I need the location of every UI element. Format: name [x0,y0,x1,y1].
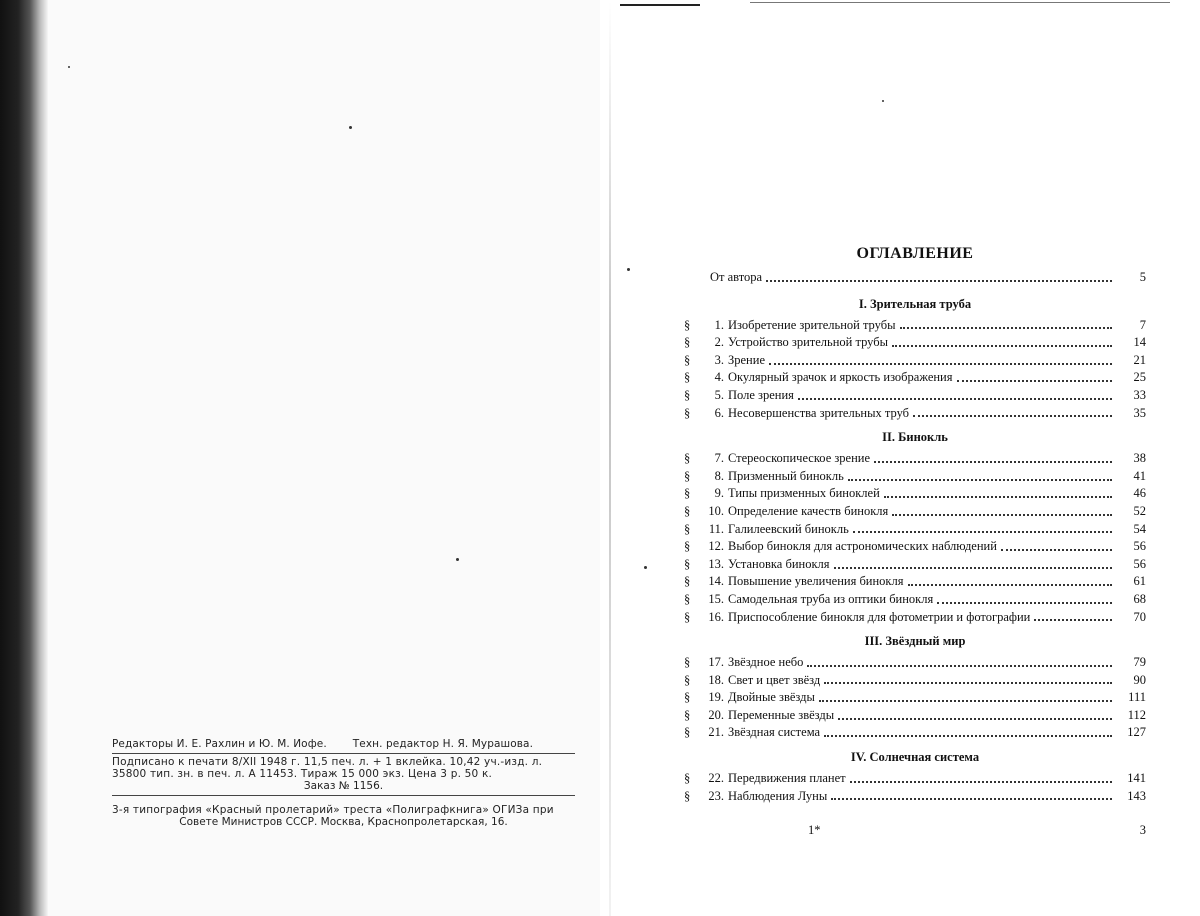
imprint-printer-1: 3-я типография «Красный пролетарий» треста «Полиграфкнига» ОГИЗа при [112,804,554,816]
toc-item[interactable] [684,450,1146,468]
toc-item-title: Стереоскопическое зрение [728,451,871,466]
toc-item[interactable] [684,503,1146,521]
dot-leader [824,682,1112,684]
toc-item-number: 10. [708,503,724,518]
section-sign: § [684,725,691,740]
book-binding-edge [0,0,48,916]
print-speck [349,126,352,129]
toc-item[interactable] [684,468,1146,486]
toc-item-page: 25 [1133,370,1146,385]
toc-item-title: От автора [710,270,763,284]
toc-item-page: 61 [1133,574,1146,589]
imprint-print-info-2: 35800 тип. зн. в печ. л. А 11453. Тираж 15 000 экз. Цена 3 р. 50 к. [112,768,493,780]
section-sign: § [684,503,691,518]
toc-item[interactable] [684,334,1146,352]
toc-item-title: Определение качеств бинокля [728,503,889,518]
toc-item-number: 21. [708,725,724,740]
toc-item-number: 17. [708,655,724,670]
section-sign: § [684,521,691,536]
dot-leader [892,345,1112,347]
toc-item[interactable] [684,405,1146,423]
toc-item-title: Галилеевский бинокль [728,521,849,536]
toc-preface[interactable] [684,269,1146,287]
toc-item-page: 5 [1139,270,1146,284]
toc-item-page: 46 [1133,486,1146,501]
toc-item[interactable] [684,724,1146,742]
dot-leader [957,380,1113,382]
toc-item[interactable] [684,538,1146,556]
section-sign: § [684,591,691,606]
toc-item-page: 112 [1127,707,1146,722]
dot-leader [798,398,1112,400]
toc-item[interactable] [684,369,1146,387]
toc-item[interactable] [684,654,1146,672]
toc-item-page: 111 [1128,690,1146,705]
toc-item-number: 13. [708,556,724,571]
page-footer [684,823,1146,838]
toc-item-number: 2. [714,335,724,350]
toc-part-heading: III. Звёздный мир [864,634,966,649]
dot-leader [807,665,1112,667]
section-sign: § [684,574,691,589]
toc-item-number: 7. [714,451,724,466]
section-sign: § [684,672,691,687]
toc-item-number: 6. [714,405,724,420]
toc-item-title: Окулярный зрачок и яркость изображения [728,370,953,385]
toc-item-title: Двойные звёзды [728,690,815,705]
imprint-editors-row [112,738,575,750]
toc-item-number: 1. [714,317,724,332]
section-sign: § [684,655,691,670]
toc-title: ОГЛАВЛЕНИЕ [856,245,974,262]
toc-item-number: 18. [708,672,724,687]
toc-item-page: 141 [1127,771,1146,786]
dot-leader [1001,549,1112,551]
toc-item[interactable] [684,689,1146,707]
toc-parts [684,295,1146,806]
toc-item-title: Самодельная труба из оптики бинокля [728,591,934,606]
section-sign: § [684,451,691,466]
dot-leader [834,567,1112,569]
toc-item-title: Устройство зрительной трубы [728,335,889,350]
toc-part-heading: I. Зрительная труба [858,296,972,311]
toc-item-title: Типы призменных биноклей [728,486,880,501]
dot-leader [831,798,1112,800]
toc-item-title: Приспособление бинокля для фотометрии и фотографии [728,609,1031,624]
dot-leader [913,415,1112,417]
toc-item-number: 8. [714,468,724,483]
toc-item[interactable] [684,573,1146,591]
section-sign: § [684,405,691,420]
section-sign: § [684,317,691,332]
toc-item-number: 12. [708,539,724,554]
toc-item[interactable] [684,387,1146,405]
page-gutter [609,0,611,916]
section-sign: § [684,609,691,624]
toc-item-number: 15. [708,591,724,606]
toc-item-page: 52 [1133,503,1146,518]
toc-item-page: 70 [1133,609,1146,624]
toc-item-number: 5. [714,387,724,402]
toc-item[interactable] [684,672,1146,690]
toc-item-page: 79 [1133,655,1146,670]
toc-item[interactable] [684,770,1146,788]
section-sign: § [684,352,691,367]
toc-item[interactable] [684,788,1146,806]
toc-item-number: 4. [714,370,724,385]
toc-item-title: Установка бинокля [728,556,830,571]
toc-item-title: Призменный бинокль [728,468,844,483]
dot-leader [884,496,1112,498]
dot-leader [937,602,1112,604]
imprint-rule [112,795,575,796]
dot-leader [769,363,1112,365]
toc-item-number: 23. [708,788,724,803]
section-sign: § [684,690,691,705]
toc-item-title: Звёздное небо [728,655,804,670]
toc-item-page: 56 [1133,556,1146,571]
toc-item-title: Наблюдения Луны [728,788,828,803]
dot-leader [1034,619,1112,621]
dot-leader [824,735,1112,737]
toc-part-heading: II. Бинокль [882,430,948,445]
toc-item-page: 33 [1133,387,1146,402]
toc-item-title: Звёздная система [728,725,821,740]
dot-leader [874,461,1112,463]
imprint-printer-2: Совете Министров СССР. Москва, Краснопролетарская, 16. [179,816,508,828]
top-edge-mark [620,4,700,6]
section-sign: § [684,539,691,554]
toc-item-title: Изобретение зрительной трубы [728,317,896,332]
section-sign: § [684,788,691,803]
top-edge-mark [750,2,1170,3]
print-speck [68,66,70,68]
page-number: 3 [1139,823,1146,838]
section-sign: § [684,370,691,385]
section-sign: § [684,468,691,483]
toc-item-number: 22. [708,771,724,786]
toc-item-title: Поле зрения [728,387,794,402]
table-of-contents [684,240,1146,838]
toc-item[interactable] [684,352,1146,370]
print-speck [882,100,884,102]
section-sign: § [684,387,691,402]
toc-item-page: 7 [1139,317,1146,332]
toc-item-number: 11. [708,521,724,536]
toc-item[interactable] [684,317,1146,335]
imprint-order: Заказ № 1156. [303,780,384,792]
signature-mark: 1* [808,823,821,838]
imprint-print-info-1: Подписано к печати 8/XII 1948 г. 11,5 печ. л. + 1 вклейка. 10,42 уч.-изд. л. [112,756,543,768]
toc-item-number: 20. [708,707,724,722]
section-sign: § [684,707,691,722]
toc-item-title: Переменные звёзды [728,707,835,722]
toc-item-page: 54 [1133,521,1146,536]
imprint-tech-editor: Техн. редактор Н. Я. Мурашова. [352,738,534,750]
print-speck [627,268,630,271]
section-sign: § [684,771,691,786]
toc-item[interactable] [684,609,1146,627]
toc-item-number: 3. [714,352,724,367]
toc-item[interactable] [684,521,1146,539]
section-sign: § [684,556,691,571]
toc-item[interactable] [684,707,1146,725]
toc-item-title: Несовершенства зрительных труб [728,405,910,420]
section-sign: § [684,335,691,350]
dot-leader [766,280,1112,282]
toc-item-page: 143 [1127,788,1146,803]
toc-item-page: 35 [1133,405,1146,420]
print-speck [456,558,459,561]
dot-leader [819,700,1112,702]
toc-item-number: 14. [708,574,724,589]
toc-item[interactable] [684,591,1146,609]
dot-leader [900,327,1113,329]
toc-item-number: 9. [714,486,724,501]
dot-leader [848,479,1112,481]
dot-leader [853,531,1112,533]
toc-item-title: Повышение увеличения бинокля [728,574,904,589]
imprint-editors: Редакторы И. Е. Рахлин и Ю. М. Иофе. [112,738,327,750]
toc-item-title: Выбор бинокля для астрономических наблюдений [728,539,997,554]
imprint-rule [112,753,575,754]
toc-item-title: Передвижения планет [728,771,846,786]
dot-leader [892,514,1112,516]
toc-item-page: 56 [1133,539,1146,554]
toc-item-page: 90 [1133,672,1146,687]
toc-item-title: Зрение [728,352,765,367]
print-speck [644,566,647,569]
toc-item-page: 127 [1127,725,1146,740]
toc-item-number: 16. [708,609,724,624]
toc-item[interactable] [684,556,1146,574]
toc-part-heading: IV. Солнечная система [850,750,980,765]
section-sign: § [684,486,691,501]
toc-item-page: 68 [1133,591,1146,606]
toc-item-number: 19. [708,690,724,705]
dot-leader [908,584,1113,586]
toc-item-page: 21 [1133,352,1146,367]
toc-item[interactable] [684,485,1146,503]
dot-leader [838,718,1112,720]
toc-item-page: 38 [1133,451,1146,466]
imprint-block [112,738,575,828]
dot-leader [850,781,1112,783]
toc-item-page: 41 [1133,468,1146,483]
toc-item-title: Свет и цвет звёзд [728,672,821,687]
toc-item-page: 14 [1133,335,1146,350]
